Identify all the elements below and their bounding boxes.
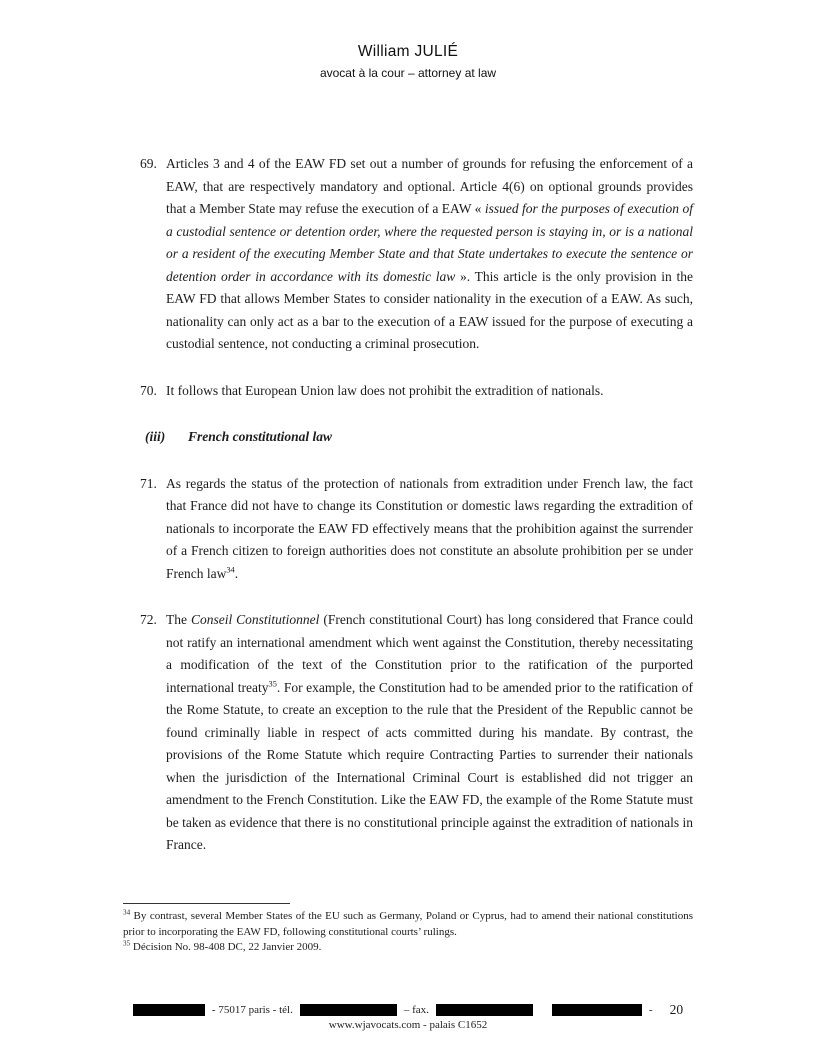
paragraph-69 (140, 153, 693, 356)
section-title: French constitutional law (188, 429, 333, 444)
footnotes-section (123, 903, 693, 956)
footnote-marker: 34 (123, 908, 131, 917)
text-run: It follows that European Union law does not prohibit the extradition of nationals. (166, 382, 604, 398)
footer-fax-text: – fax. (403, 1004, 429, 1016)
footnote-separator (123, 903, 290, 904)
document-body (140, 153, 693, 881)
paragraph-70 (140, 380, 693, 403)
footnote-text: By contrast, several Member States of the EU such as Germany, Poland or Cyprus, had to amend their national constitutions prior to incorporating the EAW FD, following constitutional courts’ rulings. (123, 910, 693, 938)
redaction-bar (436, 1004, 533, 1016)
paragraph-number: 72. (140, 612, 157, 627)
paragraph-number: 71. (140, 475, 157, 491)
paragraph-number: 70. (140, 382, 157, 398)
footnote-reference-34: 34 (226, 565, 235, 574)
letterhead-name: William JULIÉ (357, 43, 459, 60)
paragraph-text (166, 473, 693, 586)
quoted-italic-text: issued for the purposes of execution of a custodial sentence or detention order, where the requested person is staying in, or is a national or a resident of the executing Member State and that State undertakes to execute the sentence or detention order in accordance with its domestic law (166, 201, 693, 284)
footnote-marker: 35 (123, 939, 131, 948)
redaction-bar (300, 1004, 397, 1016)
text-run: As regards the status of the protection of nationals from extradition under French law, the fact that France did not have to change its Constitution or domestic laws regarding the extradition of nationals to incorporate the EAW FD effectively means that the prohibition against the surrender of a French citizen to foreign authorities does not constitute an absolute prohibition per se under French law (166, 475, 693, 581)
section-heading (140, 426, 693, 449)
paragraph-text (166, 380, 693, 403)
text-run: ». This article is the only provision in the EAW FD that allows Member States to consider nationality in the execution of a EAW. As such, nationality can only act as a bar to the execution of a EAW issued for the purpose of executing a custodial sentence, not conducting a criminal prosecution. (166, 268, 693, 351)
footnote-34 (123, 909, 693, 940)
paragraph-text (166, 153, 693, 356)
paragraph-text (166, 609, 693, 857)
footer-contact-line (0, 1002, 816, 1018)
section-marker: (iii) (145, 429, 166, 444)
footer-address-text: - 75017 paris - tél. (211, 1004, 293, 1016)
redaction-bar (133, 1004, 205, 1016)
paragraph-number: 69. (140, 156, 157, 171)
text-run: The (166, 612, 191, 627)
footnote-text: Décision No. 98-408 DC, 22 Janvier 2009. (130, 941, 322, 953)
text-run: . For example, the Constitution had to be amended prior to the ratification of the Rome Statute, to create an exception to the rule that the President of the Republic cannot be found criminally liable in respect of acts committed during his mandate. By contrast, the provisions of the Rome Statute which require Contracting Parties to surrender their nationals when the jurisdiction of the International Criminal Court is established did not trigger an amendment to the French Constitution. Like the EAW FD, the example of the Rome Statute must be taken as evidence that there is no constitutional principle against the extradition of nationals in France. (166, 679, 693, 852)
footnote-35 (123, 940, 693, 956)
footnote-reference-35: 35 (268, 679, 277, 688)
footer-dash: - (648, 1004, 653, 1016)
redaction-bar (552, 1004, 642, 1016)
footer-website-line: www.wjavocats.com - palais C1652 (328, 1019, 488, 1031)
letterhead (0, 42, 816, 81)
paragraph-72 (140, 609, 693, 857)
page-number: 20 (669, 1002, 684, 1017)
letterhead-subtitle: avocat à la cour – attorney at law (319, 66, 497, 80)
text-run: . (234, 565, 239, 581)
text-run: (French constitutional Court) has long considered that France could not ratify an international amendment which went against the Constitution, thereby necessitating a modification of the text of the Constitution prior to the ratification of the purported international treaty (166, 612, 693, 695)
text-run: Articles 3 and 4 of the EAW FD set out a number of grounds for refusing the enforcement of a EAW, that are respectively mandatory and optional. Article 4(6) on optional grounds provides that a Member State may refuse the execution of a EAW « (166, 156, 693, 216)
italic-term: Conseil Constitutionnel (190, 612, 320, 627)
paragraph-71 (140, 473, 693, 586)
